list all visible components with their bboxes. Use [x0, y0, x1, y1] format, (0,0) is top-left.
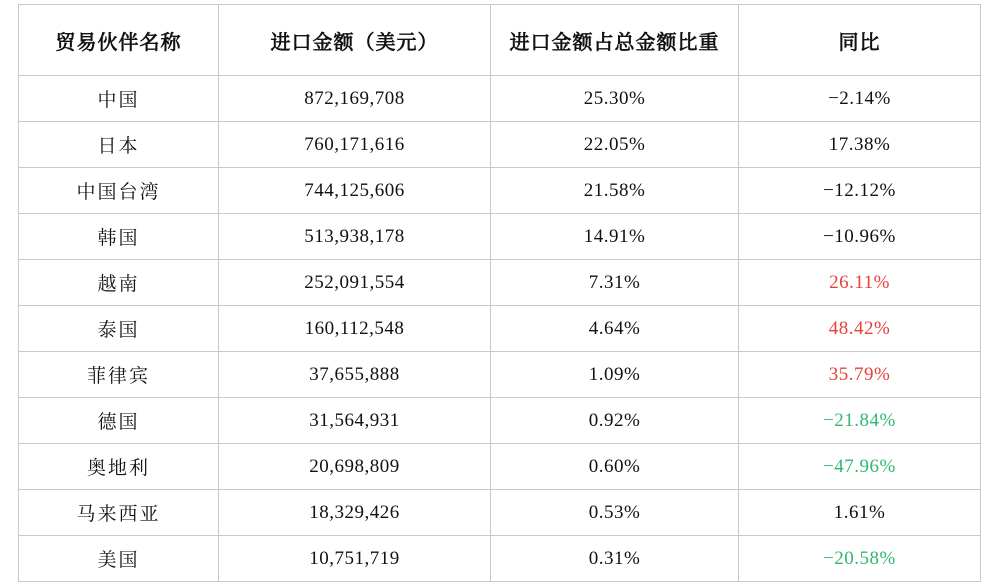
table-row — [19, 398, 981, 444]
cell-import-amount: 513,938,178 — [219, 214, 491, 260]
cell-import-amount: 760,171,616 — [219, 122, 491, 168]
cell-yoy: 35.79% — [739, 352, 981, 398]
table-row — [19, 168, 981, 214]
cell-import-amount: 20,698,809 — [219, 444, 491, 490]
cell-partner-name: 奥地利 — [19, 444, 219, 490]
cell-partner-name: 马来西亚 — [19, 490, 219, 536]
cell-yoy: −47.96% — [739, 444, 981, 490]
cell-yoy: −21.84% — [739, 398, 981, 444]
cell-amount-share: 0.60% — [491, 444, 739, 490]
cell-amount-share: 0.92% — [491, 398, 739, 444]
table-row — [19, 444, 981, 490]
table-body — [19, 76, 981, 582]
cell-yoy: 1.61% — [739, 490, 981, 536]
column-header-yoy: 同比 — [739, 5, 981, 76]
cell-import-amount: 18,329,426 — [219, 490, 491, 536]
cell-import-amount: 31,564,931 — [219, 398, 491, 444]
cell-amount-share: 0.53% — [491, 490, 739, 536]
cell-amount-share: 4.64% — [491, 306, 739, 352]
cell-partner-name: 韩国 — [19, 214, 219, 260]
cell-amount-share: 0.31% — [491, 536, 739, 582]
table-row — [19, 490, 981, 536]
cell-partner-name: 美国 — [19, 536, 219, 582]
cell-import-amount: 160,112,548 — [219, 306, 491, 352]
cell-yoy: −12.12% — [739, 168, 981, 214]
table-row — [19, 536, 981, 582]
table-header — [19, 5, 981, 76]
cell-import-amount: 872,169,708 — [219, 76, 491, 122]
cell-partner-name: 德国 — [19, 398, 219, 444]
cell-import-amount: 252,091,554 — [219, 260, 491, 306]
cell-import-amount: 744,125,606 — [219, 168, 491, 214]
import-partners-table-container — [0, 4, 998, 585]
cell-amount-share: 7.31% — [491, 260, 739, 306]
cell-yoy: 17.38% — [739, 122, 981, 168]
cell-partner-name: 日本 — [19, 122, 219, 168]
table-header-row — [19, 5, 981, 76]
column-header-partner-name: 贸易伙伴名称 — [19, 5, 219, 76]
cell-amount-share: 1.09% — [491, 352, 739, 398]
table-row — [19, 306, 981, 352]
table-row — [19, 260, 981, 306]
table-row — [19, 122, 981, 168]
cell-partner-name: 菲律宾 — [19, 352, 219, 398]
cell-yoy: 26.11% — [739, 260, 981, 306]
cell-amount-share: 21.58% — [491, 168, 739, 214]
column-header-amount-share: 进口金额占总金额比重 — [491, 5, 739, 76]
cell-partner-name: 越南 — [19, 260, 219, 306]
cell-yoy: −2.14% — [739, 76, 981, 122]
cell-amount-share: 22.05% — [491, 122, 739, 168]
column-header-import-amount: 进口金额（美元） — [219, 5, 491, 76]
cell-partner-name: 中国台湾 — [19, 168, 219, 214]
cell-import-amount: 10,751,719 — [219, 536, 491, 582]
table-row — [19, 214, 981, 260]
cell-partner-name: 泰国 — [19, 306, 219, 352]
table-row — [19, 76, 981, 122]
cell-amount-share: 25.30% — [491, 76, 739, 122]
cell-yoy: 48.42% — [739, 306, 981, 352]
import-partners-table — [18, 4, 981, 582]
cell-amount-share: 14.91% — [491, 214, 739, 260]
table-row — [19, 352, 981, 398]
cell-import-amount: 37,655,888 — [219, 352, 491, 398]
cell-yoy: −20.58% — [739, 536, 981, 582]
cell-partner-name: 中国 — [19, 76, 219, 122]
cell-yoy: −10.96% — [739, 214, 981, 260]
